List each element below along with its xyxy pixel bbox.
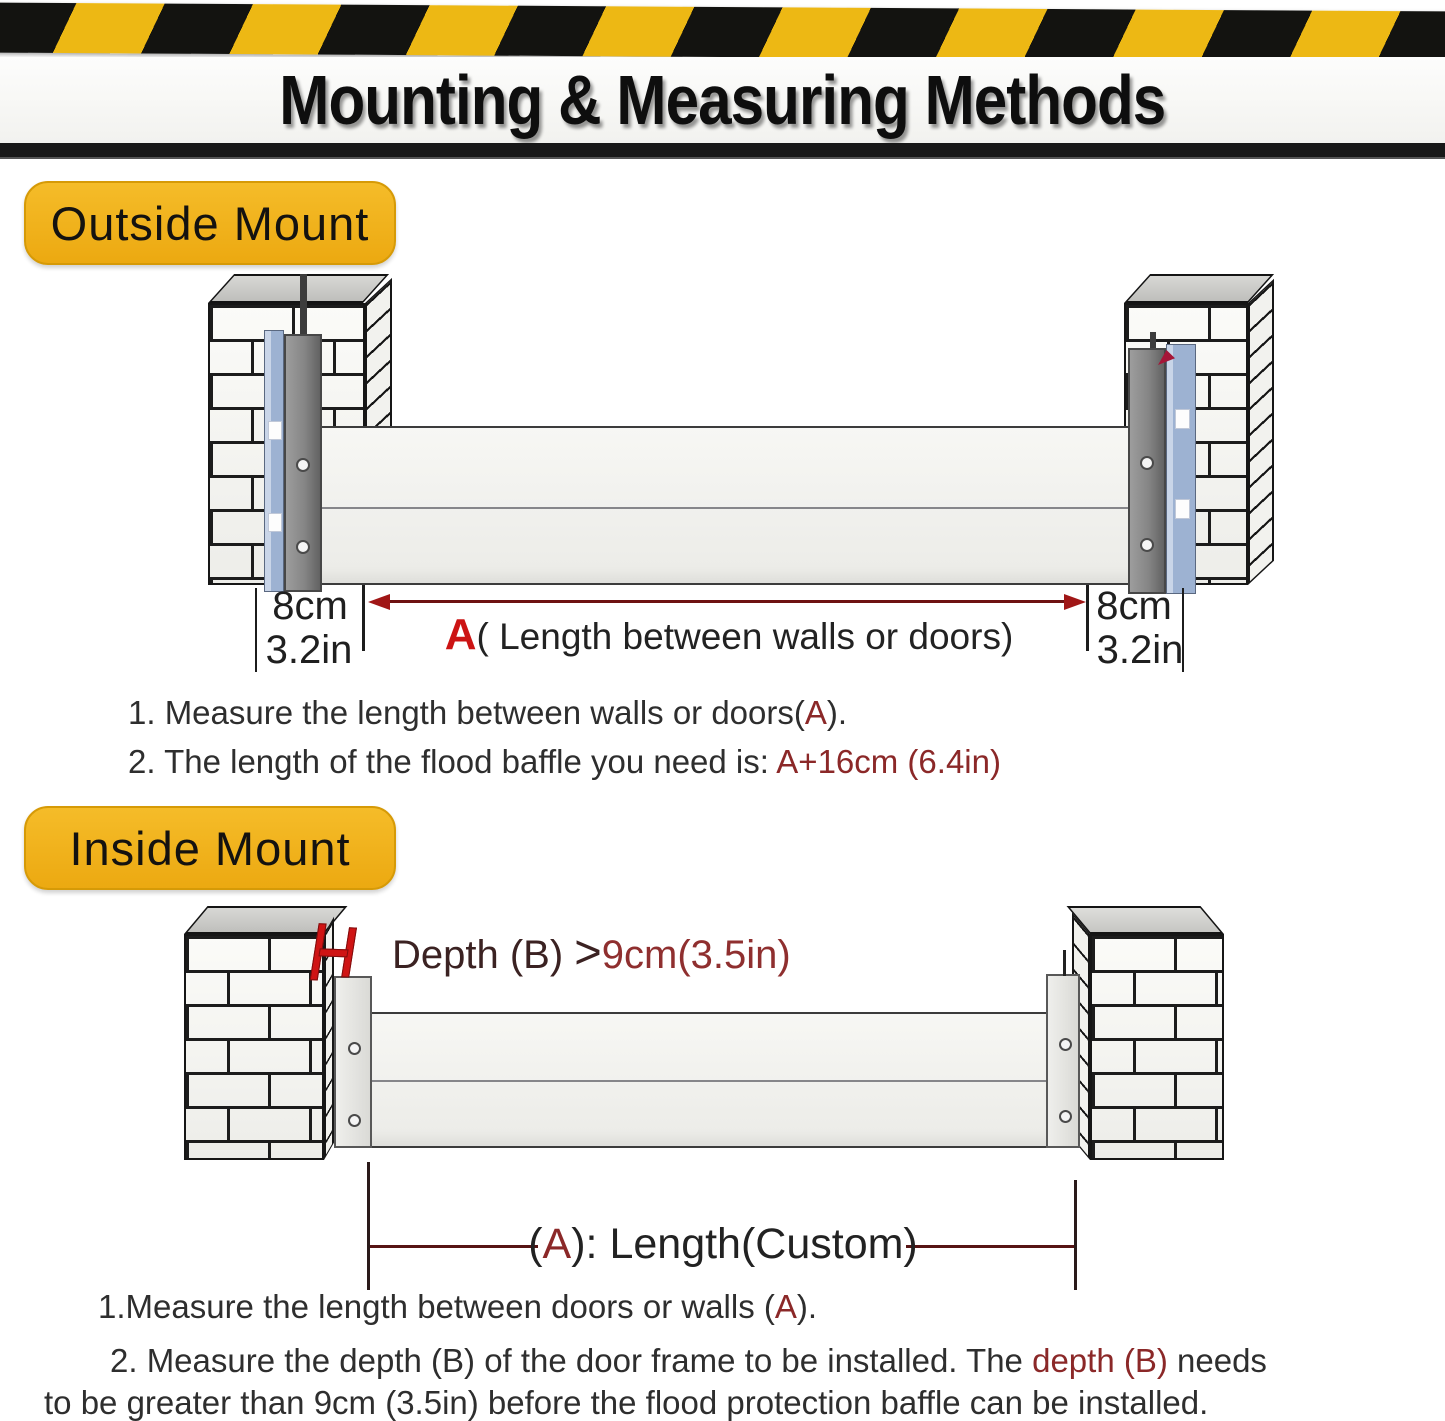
gasket-notch xyxy=(1175,409,1190,429)
right-mount-bracket xyxy=(1128,348,1166,594)
dim-left-cm: 8cm xyxy=(272,584,348,628)
pillar-top-face xyxy=(208,274,389,303)
left-gasket-strip xyxy=(264,330,284,592)
pillar-top-face xyxy=(1067,906,1224,934)
instr-text: needs xyxy=(1167,1342,1267,1379)
greater-than-sign: > xyxy=(574,925,602,978)
left-channel-bracket xyxy=(334,976,372,1148)
outside-mount-badge xyxy=(24,181,396,265)
dimension-arrow xyxy=(376,600,1078,603)
instr-red-text: A+16cm (6.4in) xyxy=(776,743,1001,780)
screw-hole xyxy=(1140,538,1154,552)
flood-barrier-panels xyxy=(362,1012,1054,1148)
label-text: ( xyxy=(528,1220,543,1268)
custom-length-label xyxy=(370,1220,1076,1269)
label-text: ): Length(Custom) xyxy=(571,1220,918,1268)
gasket-notch xyxy=(268,421,282,440)
arrowhead-right-icon xyxy=(1064,594,1086,610)
depth-label-value: 9cm(3.5in) xyxy=(601,933,791,977)
inside-mount-badge-label: Inside Mount xyxy=(69,821,351,875)
left-pillar-brick-face xyxy=(184,934,324,1160)
right-pillar-brick-face xyxy=(1090,934,1224,1160)
instr-text: ). xyxy=(826,694,848,731)
span-length-label xyxy=(376,610,1082,660)
channel-pin xyxy=(1063,950,1066,976)
screw-hole xyxy=(1059,1038,1072,1051)
instr-text: 2. The length of the flood baffle you need is: xyxy=(128,743,777,780)
caution-stripes-icon xyxy=(0,3,1445,62)
flood-barrier-panels xyxy=(310,426,1150,585)
wall-slot xyxy=(300,274,307,338)
screw-hole xyxy=(296,540,310,554)
depth-bracket-marker xyxy=(310,923,365,983)
right-gasket-strip xyxy=(1166,344,1196,594)
label-a: A xyxy=(542,1220,572,1268)
screw-hole xyxy=(348,1114,361,1127)
title-band xyxy=(0,57,1445,143)
gasket-notch xyxy=(1175,499,1190,519)
right-channel-bracket xyxy=(1046,974,1080,1148)
instr-text: ). xyxy=(796,1288,818,1325)
outside-instruction-2 xyxy=(128,743,1001,781)
screw-hole xyxy=(1140,456,1154,470)
dim-right-cm: 8cm xyxy=(1096,584,1172,628)
inside-instruction-1 xyxy=(98,1288,817,1326)
screw-hole xyxy=(348,1042,361,1055)
instr-text: 2. Measure the depth (B) of the door frame to be installed. The xyxy=(110,1342,1033,1379)
panel-divider xyxy=(312,507,1148,509)
pillar-side-face xyxy=(1248,279,1274,585)
dim-left-in: 3.2in xyxy=(265,628,353,672)
inside-instruction-2 xyxy=(110,1342,1267,1380)
span-label-rest: ( Length between walls or doors) xyxy=(476,616,1014,657)
dim-right-in: 3.2in xyxy=(1096,628,1184,672)
outside-mount-badge-label: Outside Mount xyxy=(50,196,370,250)
panel-divider xyxy=(364,1080,1052,1082)
depth-marker-rung xyxy=(318,948,348,957)
screw-hole xyxy=(1059,1110,1072,1123)
instr-red-text: depth (B) xyxy=(1032,1342,1168,1379)
inside-instruction-2-cont: to be greater than 9cm (3.5in) before the flood protection baffle can be installed. xyxy=(44,1384,1209,1421)
depth-label-dark: Depth (B) xyxy=(392,933,575,977)
instr-red-text: A xyxy=(774,1288,797,1325)
page-title: Mounting & Measuring Methods xyxy=(279,61,1166,139)
screw-hole xyxy=(296,458,310,472)
instr-text: 1.Measure the length between doors or walls ( xyxy=(98,1288,775,1325)
span-label-a: A xyxy=(444,610,477,659)
left-mount-bracket xyxy=(284,334,322,592)
instr-text: 1. Measure the length between walls or doors( xyxy=(128,694,805,731)
header-divider xyxy=(0,143,1445,159)
instr-red-text: A xyxy=(804,694,827,731)
inside-mount-badge xyxy=(24,806,396,890)
arrowhead-left-icon xyxy=(368,594,390,610)
depth-label xyxy=(392,924,791,979)
gasket-notch xyxy=(268,513,282,532)
caution-stripe-band xyxy=(0,0,1445,64)
outside-instruction-1 xyxy=(128,694,847,732)
